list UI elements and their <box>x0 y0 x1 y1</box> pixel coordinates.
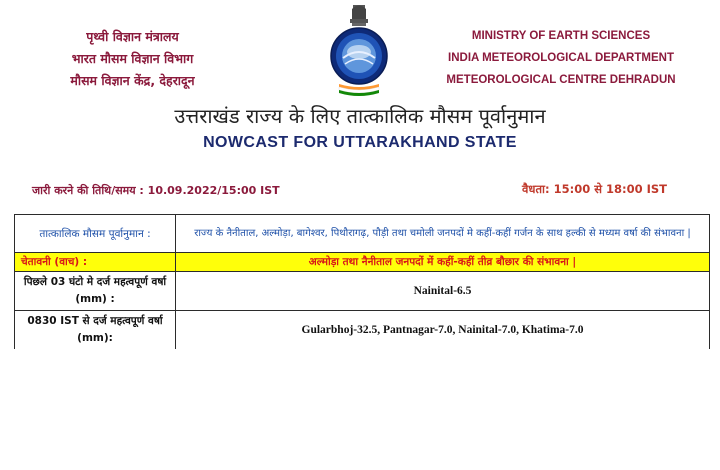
nowcast-text: राज्य के नैनीताल, अल्मोड़ा, बागेश्वर, पिथौरागढ़, पौड़ी तथा चमोली जनपदों मे कहीं-कहीं गर्जन के साथ हल्की से मध्यम वर्षा की संभावना | <box>176 215 710 253</box>
department-english: INDIA METEOROLOGICAL DEPARTMENT <box>448 52 674 64</box>
title-english: NOWCAST FOR UTTARAKHAND STATE <box>203 134 517 151</box>
centre-english: METEOROLOGICAL CENTRE DEHRADUN <box>446 74 676 86</box>
imd-emblem-icon <box>325 2 393 98</box>
ministry-hindi: पृथ्वी विज्ञान मंत्रालय <box>86 29 179 44</box>
issue-datetime: जारी करने की तिथि/समय : 10.09.2022/15:00 IST <box>32 184 280 197</box>
rain-3h-value: Nainital-6.5 <box>176 272 710 311</box>
rain-0830-label: 0830 IST से दर्ज महत्वपूर्ण वर्षा (mm): <box>15 311 176 350</box>
validity-period: वैधता: 15:00 से 18:00 IST <box>522 182 668 196</box>
table-row-rain-0830 <box>15 311 710 350</box>
title-hindi: उत्तराखंड राज्य के लिए तात्कालिक मौसम पूर्वानुमान <box>174 104 546 128</box>
nowcast-label: तात्कालिक मौसम पूर्वानुमान : <box>15 215 176 253</box>
nowcast-table <box>14 214 710 349</box>
centre-hindi: मौसम विज्ञान केंद्र, देहरादून <box>70 73 195 88</box>
rain-3h-label: पिछले 03 घंटो मे दर्ज महत्वपूर्ण वर्षा (mm) : <box>15 272 176 311</box>
rain-0830-value: Gularbhoj-32.5, Pantnagar-7.0, Nainital-7.0, Khatima-7.0 <box>176 311 710 350</box>
warning-text: अल्मोड़ा तथा नैनीताल जनपदों में कहीं-कहीं तीव्र बौछार की संभावना | <box>176 253 710 272</box>
table-row-rain-3h <box>15 272 710 311</box>
warning-label: चेतावनी (वाच) : <box>15 253 176 272</box>
table-row-nowcast <box>15 215 710 253</box>
table-row-warning <box>15 253 710 272</box>
department-hindi: भारत मौसम विज्ञान विभाग <box>71 51 194 66</box>
ministry-english: MINISTRY OF EARTH SCIENCES <box>471 30 651 42</box>
